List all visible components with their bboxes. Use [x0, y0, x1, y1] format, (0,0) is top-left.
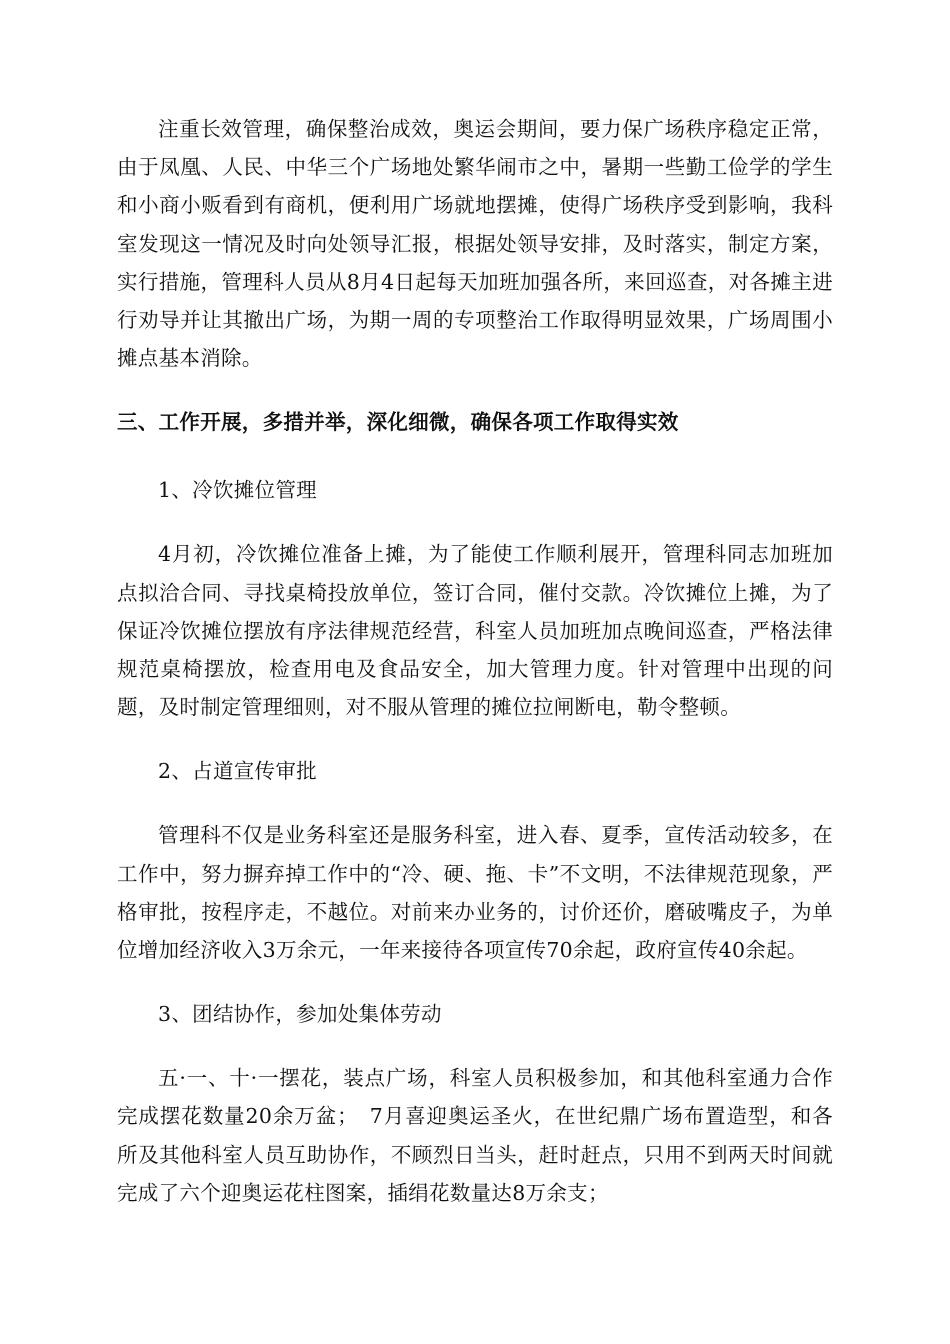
subheading-teamwork: 3、团结协作，参加处集体劳动: [158, 1002, 442, 1027]
paragraph-cold-drink-stalls: 4月初，冷饮摊位准备上摊，为了能使工作顺利展开，管理科同志加班加点拟洽合同、寻找桌椅投放单位，签订合同，催付交款。冷饮摊位上摊，为了保证冷饮摊位摆放有序法律规范经营，科室人员加班加点晚间巡查，严格法律规范桌椅摆放，检查用电及食品安全，加大管理力度。针对管理中出现的问题，及时制定管理细则，对不服从管理的摊位拉闸断电，勒令整顿。: [117, 542, 833, 720]
paragraph-publicity-approval: 管理科不仅是业务科室还是服务科室，进入春、夏季，宣传活动较多，在工作中，努力摒弃掉工作中的“冷、硬、拖、卡”不文明，不法律规范现象，严格审批，按程序走，不越位。对前来办业务的，讨价还价，磨破嘴皮子，为单位增加经济收入3万余元，一年来接待各项宣传70余起，政府宣传40余起。: [117, 823, 833, 963]
section-heading-3: 三、工作开展，多措并举，深化细微，确保各项工作取得实效: [117, 410, 679, 435]
document-page: [117, 110, 833, 1212]
paragraph-long-term-management: 注重长效管理，确保整治成效，奥运会期间，要力保广场秩序稳定正常，由于凤凰、人民、中华三个广场地处繁华闹市之中，暑期一些勤工俭学的学生和小商小贩看到有商机，便利用广场就地摆摊，使得广场秩序受到影响，我科室发现这一情况及时向处领导汇报，根据处领导安排，及时落实，制定方案，实行措施，管理科人员从8月4日起每天加班加强各所，来回巡查，对各摊主进行劝导并让其撤出广场，为期一周的专项整治工作取得明显效果，广场周围小摊点基本消除。: [117, 117, 833, 371]
paragraph-teamwork: 五·一、十·一摆花，装点广场，科室人员积极参加，和其他科室通力合作完成摆花数量20余万盆； 7月喜迎奥运圣火，在世纪鼎广场布置造型，和各所及其他科室人员互助协作，不顾烈日当头，赶时赶点，只用不到两天时间就完成了六个迎奥运花柱图案，插绢花数量达8万余支；: [117, 1066, 833, 1205]
subheading-cold-drink-stalls: 1、冷饮摊位管理: [158, 478, 317, 503]
subheading-publicity-approval: 2、占道宣传审批: [158, 759, 317, 784]
